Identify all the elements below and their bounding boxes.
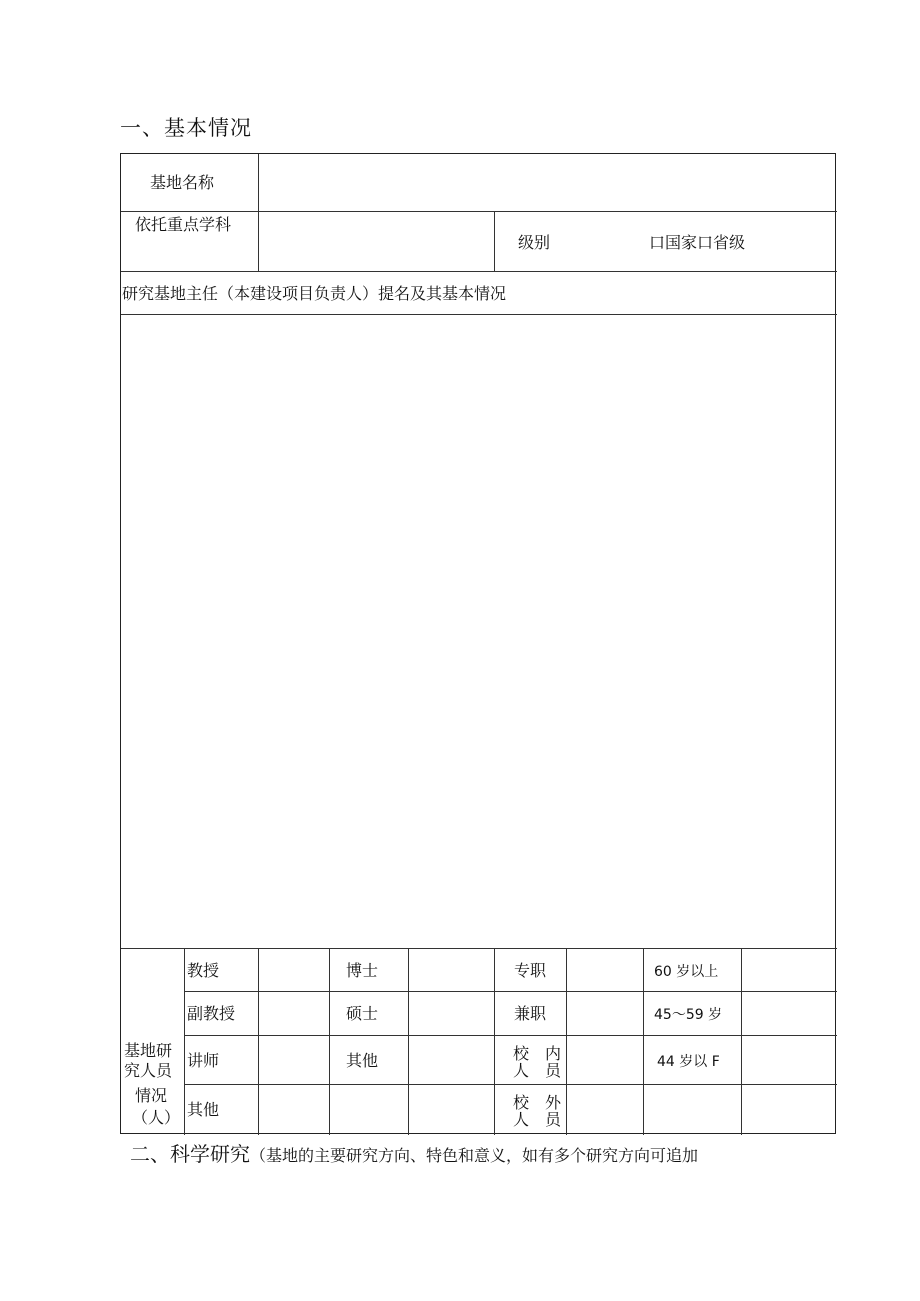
- col-divider: [329, 948, 330, 1135]
- staff-header-line: 究人员: [124, 1061, 173, 1080]
- age-45-59: 45～59 岁: [654, 1007, 723, 1023]
- section2-heading: [130, 1138, 698, 1167]
- col-divider: [184, 948, 185, 1135]
- degree-master: 硕士: [346, 1004, 379, 1023]
- row-divider: [121, 314, 837, 315]
- age-60-plus: 60 岁以上: [654, 964, 719, 980]
- row-divider: [184, 1035, 837, 1036]
- base-name-field[interactable]: [271, 174, 821, 192]
- outside-school-line: 校 外: [513, 1093, 562, 1112]
- title-other: 其他: [187, 1100, 220, 1119]
- section2-title: 二、科学研究: [130, 1142, 250, 1166]
- staff-header-line: （人）: [132, 1108, 181, 1127]
- discipline-field[interactable]: [271, 232, 481, 250]
- inside-school-line: 校 内: [513, 1044, 562, 1063]
- title-professor: 教授: [187, 961, 220, 980]
- basic-info-form: [120, 153, 836, 1134]
- col-divider: [494, 211, 495, 271]
- director-content-area[interactable]: [129, 326, 829, 936]
- section2-note: （基地的主要研究方向、特色和意义，如有多个研究方向可追加: [250, 1146, 699, 1165]
- employment-part-time: 兼职: [514, 1004, 547, 1023]
- base-name-label: 基地名称: [150, 173, 215, 192]
- col-divider: [494, 948, 495, 1135]
- row-divider: [121, 271, 837, 272]
- discipline-label: 依托重点学科: [135, 215, 232, 234]
- employment-full-time: 专职: [514, 961, 547, 980]
- col-divider: [741, 948, 742, 1135]
- level-label: 级别: [518, 233, 551, 252]
- degree-phd: 博士: [346, 961, 379, 980]
- staff-header-line: 基地研: [124, 1041, 173, 1060]
- level-options[interactable]: 口国家口省级: [649, 233, 746, 252]
- row-divider: [184, 1084, 837, 1085]
- col-divider: [566, 948, 567, 1135]
- degree-other: 其他: [346, 1051, 379, 1070]
- age-44-under: 44 岁以 F: [657, 1054, 720, 1070]
- title-associate-professor: 副教授: [187, 1004, 236, 1023]
- title-lecturer: 讲师: [187, 1051, 220, 1070]
- row-divider: [184, 991, 837, 992]
- inside-school-line: 人 员: [513, 1061, 562, 1080]
- row-divider: [121, 948, 837, 949]
- col-divider: [408, 948, 409, 1135]
- outside-school-line: 人 员: [513, 1110, 562, 1129]
- col-divider: [258, 948, 259, 1135]
- col-divider: [258, 154, 259, 271]
- col-divider: [643, 948, 644, 1135]
- section1-heading: 一、基本情况: [120, 116, 252, 140]
- director-label: 研究基地主任（本建设项目负责人）提名及其基本情况: [122, 284, 507, 303]
- staff-header-line: 情况: [135, 1086, 168, 1105]
- row-divider: [121, 211, 837, 212]
